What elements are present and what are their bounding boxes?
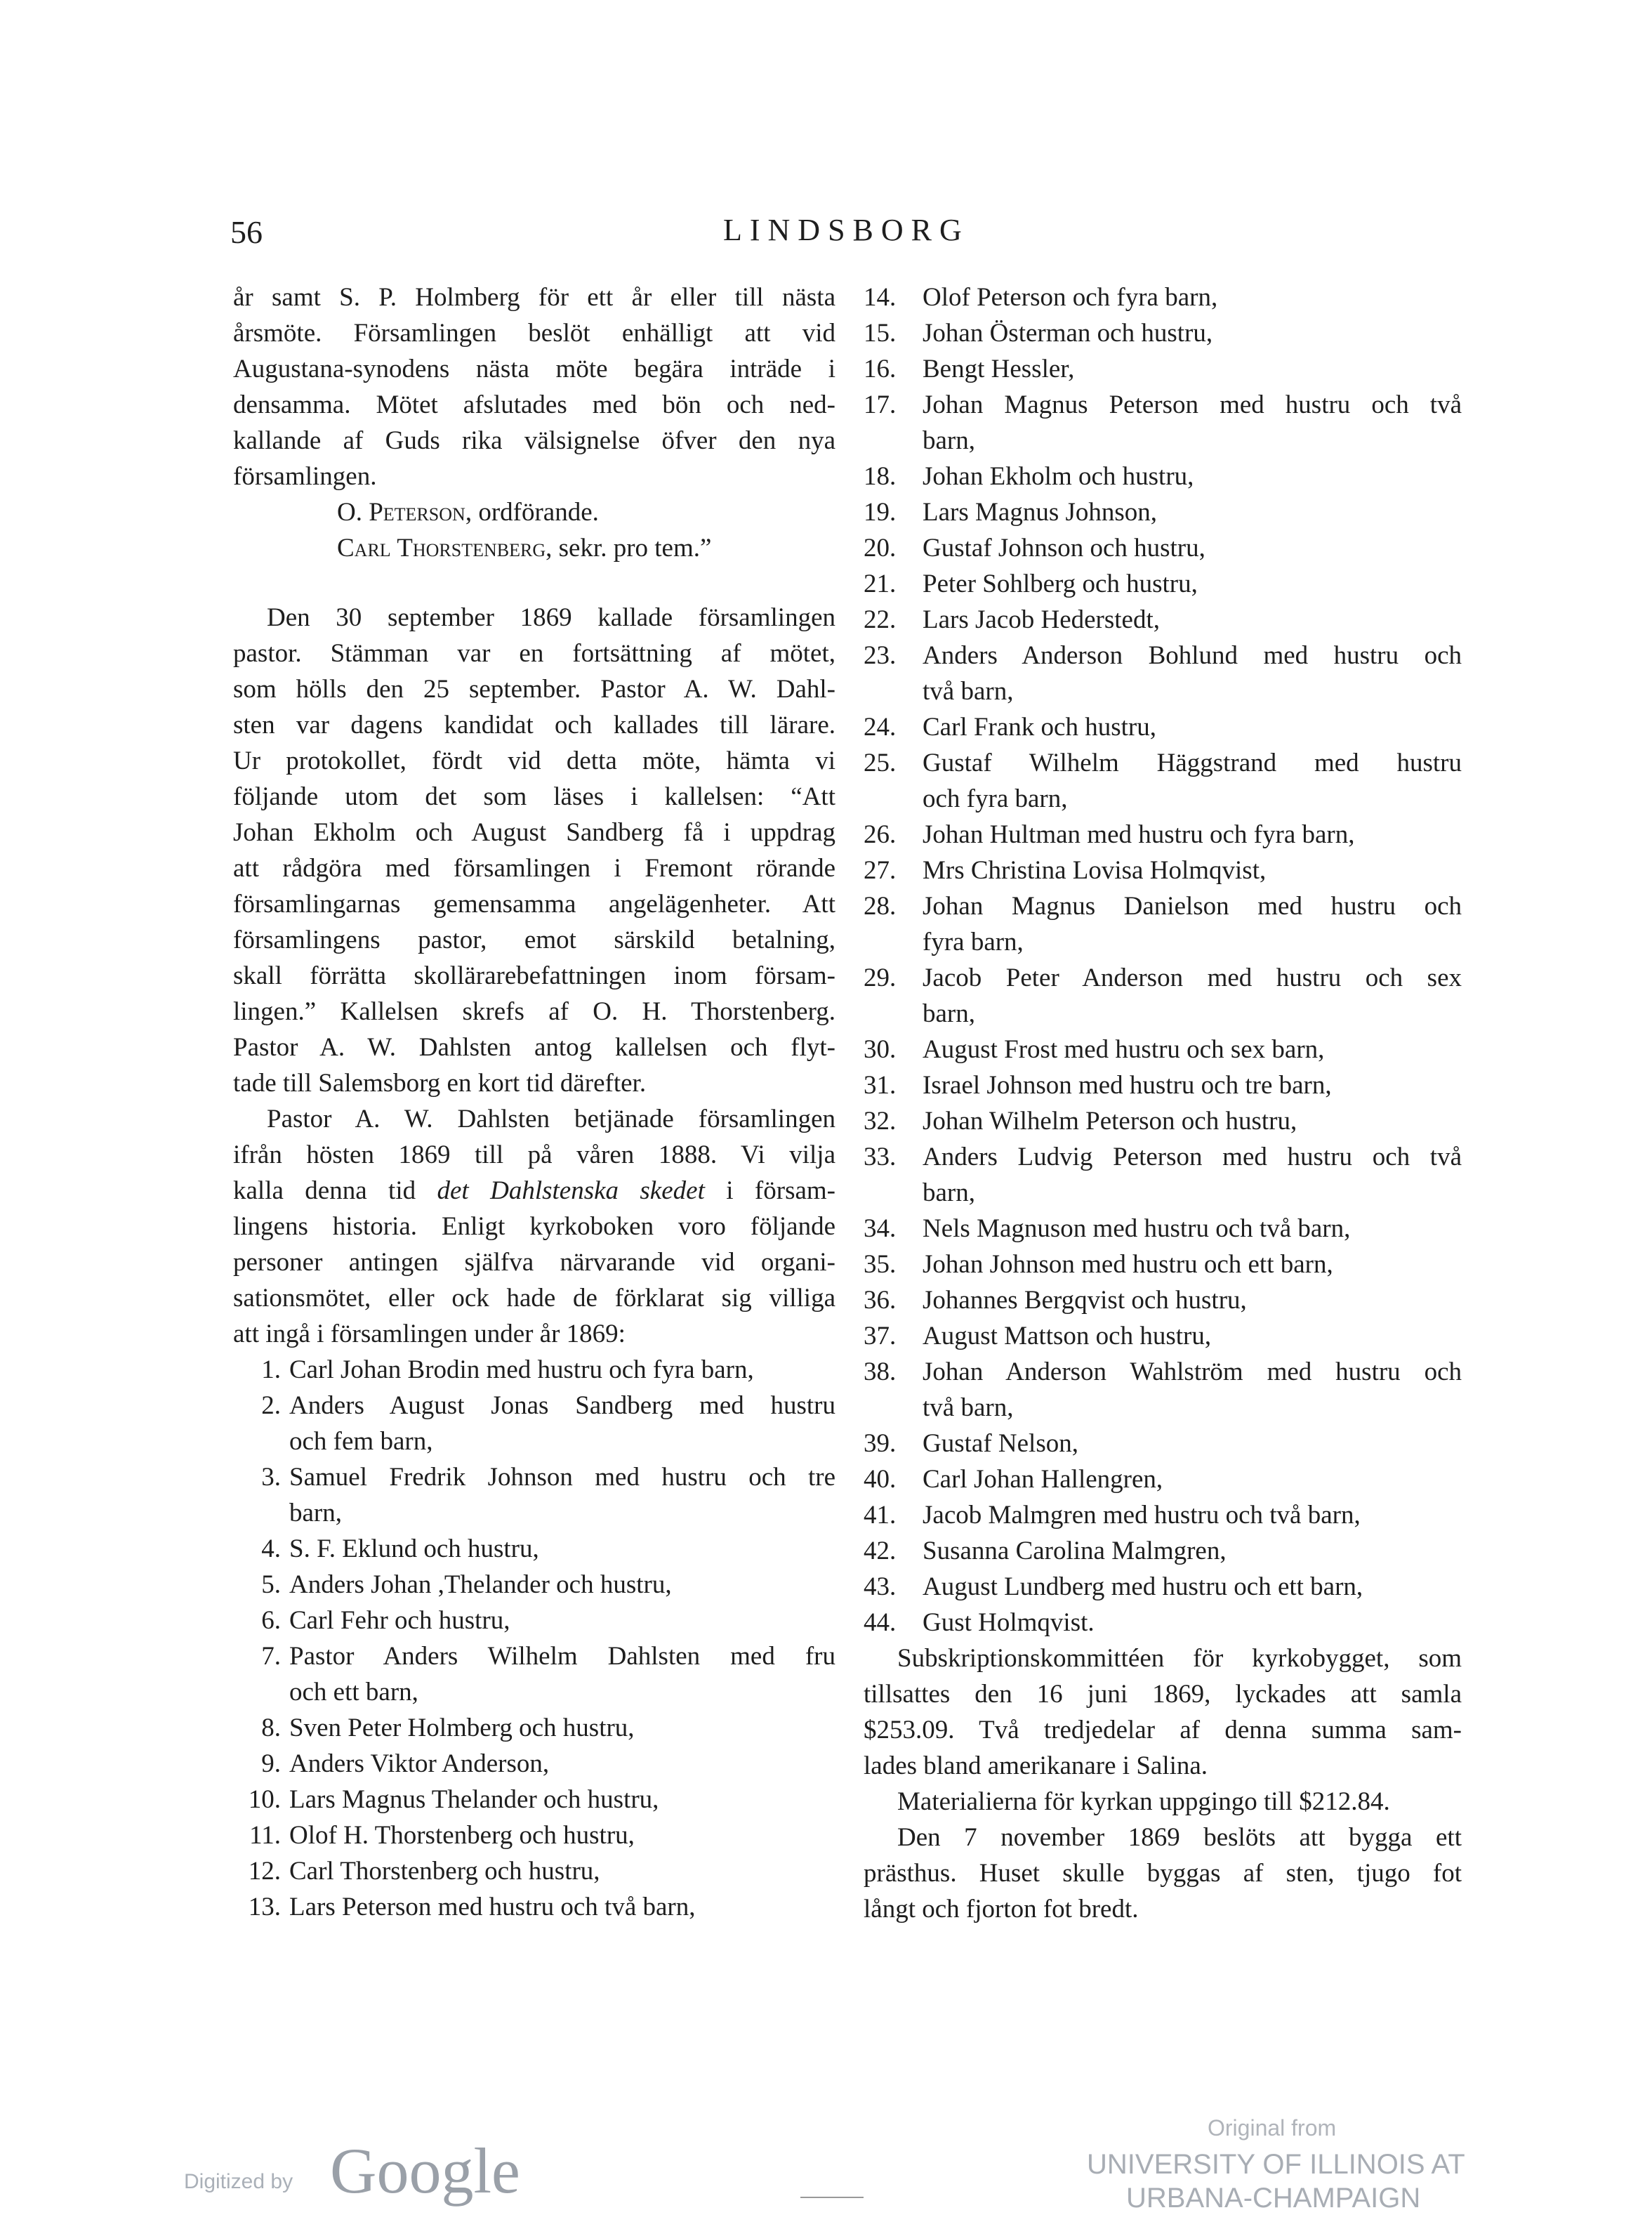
list-item-line: Lars Magnus Thelander och hustru, [289,1785,659,1814]
text-line: personer antingen själfva närvarande vid organi- [233,1248,835,1277]
list-item [864,1139,1462,1211]
list-item-number: 41. [864,1501,897,1530]
list-item [864,638,1462,709]
list-item [233,1746,835,1782]
list-item-number: 32. [864,1107,897,1136]
text-line: Den 30 september 1869 kallade församlingen [267,603,835,632]
list-item [864,1569,1462,1605]
list-item-line: Gust Holmqvist. [923,1608,1095,1637]
list-item-text [923,1282,1462,1318]
list-item-line: Anders Viktor Anderson, [289,1749,550,1778]
list-item-number: 7. [261,1642,281,1671]
list-item-line: Jacob Peter Anderson med hustru och sex [923,964,1462,992]
list-item-text [923,530,1462,566]
list-item [233,1352,835,1388]
list-item-line: Johan Hultman med hustru och fyra barn, [923,820,1355,849]
list-item-number: 5. [261,1570,281,1599]
text-span: i försam- [704,1176,835,1205]
list-item [864,960,1462,1032]
list-item [864,459,1462,494]
text-line: tade till Salemsborg en kort tid därefter. [233,1069,647,1098]
text-line: långt och fjorton fot bredt. [864,1895,1139,1924]
list-item [864,566,1462,602]
italic-term: det Dahlstenska skedet [437,1176,705,1205]
list-item-line: S. F. Eklund och hustru, [289,1534,539,1563]
list-item-line: Bengt Hessler, [923,355,1075,383]
text-line: församlingen. [233,462,377,491]
list-item [864,1211,1462,1247]
list-item-line: två barn, [923,677,1014,706]
list-item-text [923,1103,1462,1139]
list-item-line: Carl Johan Hallengren, [923,1465,1163,1494]
list-item [864,387,1462,459]
list-item-line: Johan Österman och hustru, [923,319,1213,348]
list-item-text [923,280,1462,315]
text-line: Augustana-synodens nästa möte begära inträde i [233,355,835,383]
list-item-line: Jacob Malmgren med hustru och två barn, [923,1501,1361,1530]
list-item-line: Olof H. Thorstenberg och hustru, [289,1821,635,1850]
list-item-text [923,1247,1462,1282]
text-line: som hölls den 25 september. Pastor A. W. Dahl- [233,675,835,704]
list-item-text [923,494,1462,530]
list-item-number: 9. [261,1749,281,1778]
list-item-text [923,315,1462,351]
right-column [864,280,1462,1927]
list-item-number: 33. [864,1143,897,1171]
list-item-number: 36. [864,1286,897,1315]
list-item-text [289,1352,835,1388]
list-item [864,1497,1462,1533]
list-item-number: 14. [864,283,897,312]
paragraph-6 [864,1820,1462,1927]
list-item-line: Anders August Jonas Sandberg med hustru [289,1391,835,1420]
list-item-text [923,566,1462,602]
text-line: att ingå i församlingen under år 1869: [233,1320,626,1348]
list-item [233,1603,835,1638]
list-item-number: 3. [261,1463,281,1492]
list-item-line: Lars Peterson med hustru och två barn, [289,1893,696,1921]
text-line: prästhus. Huset skulle byggas af sten, tjugo fot [864,1859,1462,1888]
list-item-number: 20. [864,534,897,563]
text-line: Pastor A. W. Dahlsten antog kallelsen och flyt- [233,1033,835,1062]
list-item-text [289,1817,835,1853]
list-item [864,1247,1462,1282]
list-item [864,1426,1462,1461]
list-item-line: Carl Thorstenberg och hustru, [289,1857,600,1886]
list-item-number: 13. [248,1893,281,1921]
text-line: följande utom det som läses i kallelsen: “Att [233,782,835,811]
signature-secretary: Carl Thorstenberg, sekr. pro tem.” [337,534,712,563]
list-item-text [289,1853,835,1889]
list-item-line: Johan Johnson med hustru och ett barn, [923,1250,1333,1279]
list-item-line: Nels Magnuson med hustru och två barn, [923,1214,1351,1243]
running-title: LINDSBORG [723,213,970,247]
list-item-line: Samuel Fredrik Johnson med hustru och tre [289,1463,835,1492]
list-item [864,1032,1462,1067]
list-item-text [923,459,1462,494]
list-item-line: Carl Frank och hustru, [923,713,1156,742]
text-line: Johan Ekholm och August Sandberg få i uppdrag [233,818,835,847]
google-logo: Google [330,2135,520,2207]
member-list-left [233,1352,835,1925]
text-line: församlingarnas gemensamma angelägenheter. Att [233,890,835,919]
list-item-line: Anders Anderson Bohlund med hustru och [923,641,1462,670]
paragraph-4 [864,1640,1462,1784]
list-item-number: 28. [864,892,897,921]
text-line: skall förrätta skollärarebefattningen inom försam- [233,961,835,990]
list-item-text [923,1605,1462,1640]
list-item [864,530,1462,566]
list-item-line: Pastor Anders Wilhelm Dahlsten med fru [289,1642,835,1671]
signature-chairman: O. Peterson, ordförande. [337,498,599,527]
list-item [233,1388,835,1459]
list-item [864,888,1462,960]
university-name: UNIVERSITY OF ILLINOIS AT [1087,2149,1465,2180]
list-item-number: 39. [864,1429,897,1458]
list-item-text [289,1459,835,1531]
list-item-number: 25. [864,749,897,777]
list-item-text [289,1889,835,1925]
text-line: år samt S. P. Holmberg för ett år eller till nästa [233,283,835,312]
list-item-text [923,960,1462,1032]
list-item-text [289,1746,835,1782]
text-line: lingen.” Kallelsen skrefs af O. H. Thorstenberg. [233,997,835,1026]
list-item [864,1318,1462,1354]
text-line: Subskriptionskommittéen för kyrkobygget, som [897,1644,1462,1673]
list-item [233,1782,835,1817]
list-item-text [923,1533,1462,1569]
list-item [233,1889,835,1925]
list-item-number: 37. [864,1322,897,1350]
list-item-line: barn, [923,1178,975,1207]
list-item-text [923,888,1462,960]
list-item-number: 19. [864,498,897,527]
list-item-line: Carl Fehr och hustru, [289,1606,510,1635]
list-item-line: Lars Jacob Hederstedt, [923,605,1161,634]
list-item-line: Sven Peter Holmberg och hustru, [289,1714,635,1742]
list-item-line: Lars Magnus Johnson, [923,498,1158,527]
list-item-text [923,351,1462,387]
list-item-number: 29. [864,964,897,992]
list-item-text [923,1032,1462,1067]
list-item-line: Susanna Carolina Malmgren, [923,1537,1227,1565]
list-item [864,280,1462,315]
list-item-number: 10. [248,1785,281,1814]
list-item-line: August Mattson och hustru, [923,1322,1212,1350]
list-item-number: 1. [261,1355,281,1384]
list-item-text [923,602,1462,638]
list-item-number: 26. [864,820,897,849]
list-item-number: 2. [261,1391,281,1420]
list-item [233,1853,835,1889]
list-item-line: barn, [289,1499,342,1527]
list-item-number: 30. [864,1035,897,1064]
list-item-text [923,1211,1462,1247]
list-item-number: 34. [864,1214,897,1243]
list-item-number: 44. [864,1608,897,1637]
list-item-text [289,1531,835,1567]
text-line [233,1173,835,1209]
text-line: densamma. Mötet afslutades med bön och ned- [233,390,835,419]
list-item-number: 24. [864,713,897,742]
list-item-number: 31. [864,1071,897,1100]
list-item [864,494,1462,530]
text-line: sationsmötet, eller ock hade de förklarat sig villiga [233,1284,835,1313]
list-item-line: Mrs Christina Lovisa Holmqvist, [923,856,1267,885]
paragraph-5: Materialierna för kyrkan uppgingo till $212.84. [897,1787,1390,1816]
list-item-line: August Lundberg med hustru och ett barn, [923,1572,1363,1601]
list-item [233,1567,835,1603]
list-item-line: Johannes Bergqvist och hustru, [923,1286,1247,1315]
list-item [233,1817,835,1853]
list-item-line: Carl Johan Brodin med hustru och fyra barn, [289,1355,754,1384]
list-item [864,1461,1462,1497]
list-item [864,1067,1462,1103]
list-item [864,1354,1462,1426]
list-item-line: Gustaf Wilhelm Häggstrand med hustru [923,749,1462,777]
list-item-line: Anders Ludvig Peterson med hustru och två [923,1143,1462,1171]
list-item-number: 12. [248,1857,281,1886]
list-item-text [289,1603,835,1638]
text-line: kallande af Guds rika välsignelse öfver den nya [233,426,835,455]
list-item-text [923,1067,1462,1103]
text-line: pastor. Stämman var en fortsättning af mötet, [233,639,835,668]
list-item-number: 8. [261,1714,281,1742]
text-line: församlingens pastor, emot särskild betalning, [233,926,835,954]
list-item-number: 43. [864,1572,897,1601]
list-item [233,1531,835,1567]
list-item-number: 17. [864,390,897,419]
text-line: Den 7 november 1869 beslöts att bygga ett [897,1823,1462,1852]
list-item-number: 23. [864,641,897,670]
list-item-text [289,1567,835,1603]
list-item-number: 22. [864,605,897,634]
list-item-text [923,1139,1462,1211]
list-item-line: Anders Johan ,Thelander och hustru, [289,1570,672,1599]
list-item-text [923,817,1462,853]
list-item-number: 11. [249,1821,281,1850]
list-item-text [923,387,1462,459]
list-item-line: barn, [923,426,975,455]
list-item-line: Olof Peterson och fyra barn, [923,283,1218,312]
list-item-number: 42. [864,1537,897,1565]
list-item-number: 35. [864,1250,897,1279]
left-column [233,280,835,1925]
list-item-line: barn, [923,999,975,1028]
list-item [864,745,1462,817]
list-item-line: Johan Anderson Wahlström med hustru och [923,1357,1462,1386]
list-item-text [923,1497,1462,1533]
university-campus: URBANA-CHAMPAIGN [1126,2183,1421,2214]
list-item [864,602,1462,638]
list-item-line: Gustaf Johnson och hustru, [923,534,1205,563]
list-item-number: 15. [864,319,897,348]
list-item-number: 6. [261,1606,281,1635]
list-item-line: och fem barn, [289,1427,433,1456]
list-item-number: 21. [864,570,897,598]
list-item-text [923,638,1462,709]
list-item-number: 38. [864,1357,897,1386]
text-line: lingens historia. Enligt kyrkoboken voro följande [233,1212,835,1241]
text-line: Pastor A. W. Dahlsten betjänade församlingen [267,1105,835,1133]
list-item [864,315,1462,351]
list-item [864,1103,1462,1139]
list-item-text [923,1569,1462,1605]
list-item [864,853,1462,888]
list-item [864,709,1462,745]
list-item-text [923,709,1462,745]
list-item [233,1638,835,1710]
list-item-line: Johan Magnus Peterson med hustru och två [923,390,1462,419]
list-item-line: och ett barn, [289,1678,418,1707]
paragraph-3 [233,1101,835,1352]
list-item [233,1459,835,1531]
list-item-line: fyra barn, [923,928,1024,956]
list-item-line: Johan Magnus Danielson med hustru och [923,892,1462,921]
text-line: Ur protokollet, fördt vid detta möte, hämta vi [233,747,835,775]
list-item-number: 27. [864,856,897,885]
page-number: 56 [230,214,263,250]
list-item-text [289,1638,835,1710]
text-line: att rådgöra med församlingen i Fremont rörande [233,854,835,883]
list-item [233,1710,835,1746]
member-list-right [864,280,1462,1640]
list-item [864,1282,1462,1318]
digitized-by-label: Digitized by [184,2170,293,2193]
text-line: ifrån hösten 1869 till på våren 1888. Vi vilja [233,1140,835,1169]
list-item-line: Johan Ekholm och hustru, [923,462,1194,491]
divider [800,2197,864,2198]
list-item-line: och fyra barn, [923,784,1068,813]
list-item-line: August Frost med hustru och sex barn, [923,1035,1325,1064]
list-item [864,1533,1462,1569]
list-item-text [289,1388,835,1459]
list-item-line: Israel Johnson med hustru och tre barn, [923,1071,1332,1100]
list-item-text [923,1426,1462,1461]
list-item-line: två barn, [923,1393,1014,1422]
list-item-text [289,1710,835,1746]
text-line: tillsattes den 16 juni 1869, lyckades att samla [864,1680,1462,1709]
list-item [864,817,1462,853]
original-from-label: Original from [1208,2115,1337,2141]
text-line: $253.09. Två tredjedelar af denna summa sam- [864,1716,1462,1744]
list-item [864,351,1462,387]
list-item [864,1605,1462,1640]
list-item-number: 16. [864,355,897,383]
list-item-text [289,1782,835,1817]
text-span: kalla denna tid [233,1176,437,1205]
text-line: sten var dagens kandidat och kallades till lärare. [233,711,835,739]
list-item-text [923,853,1462,888]
list-item-line: Johan Wilhelm Peterson och hustru, [923,1107,1297,1136]
list-item-number: 40. [864,1465,897,1494]
list-item-line: Gustaf Nelson, [923,1429,1078,1458]
list-item-text [923,1354,1462,1426]
text-line: årsmöte. Församlingen beslöt enhälligt att vid [233,319,835,348]
text-line: lades bland amerikanare i Salina. [864,1751,1208,1780]
list-item-number: 18. [864,462,897,491]
list-item-text [923,745,1462,817]
list-item-number: 4. [261,1534,281,1563]
paragraph-1 [233,280,835,494]
list-item-line: Peter Sohlberg och hustru, [923,570,1198,598]
paragraph-2 [233,600,835,1101]
list-item-text [923,1461,1462,1497]
list-item-text [923,1318,1462,1354]
